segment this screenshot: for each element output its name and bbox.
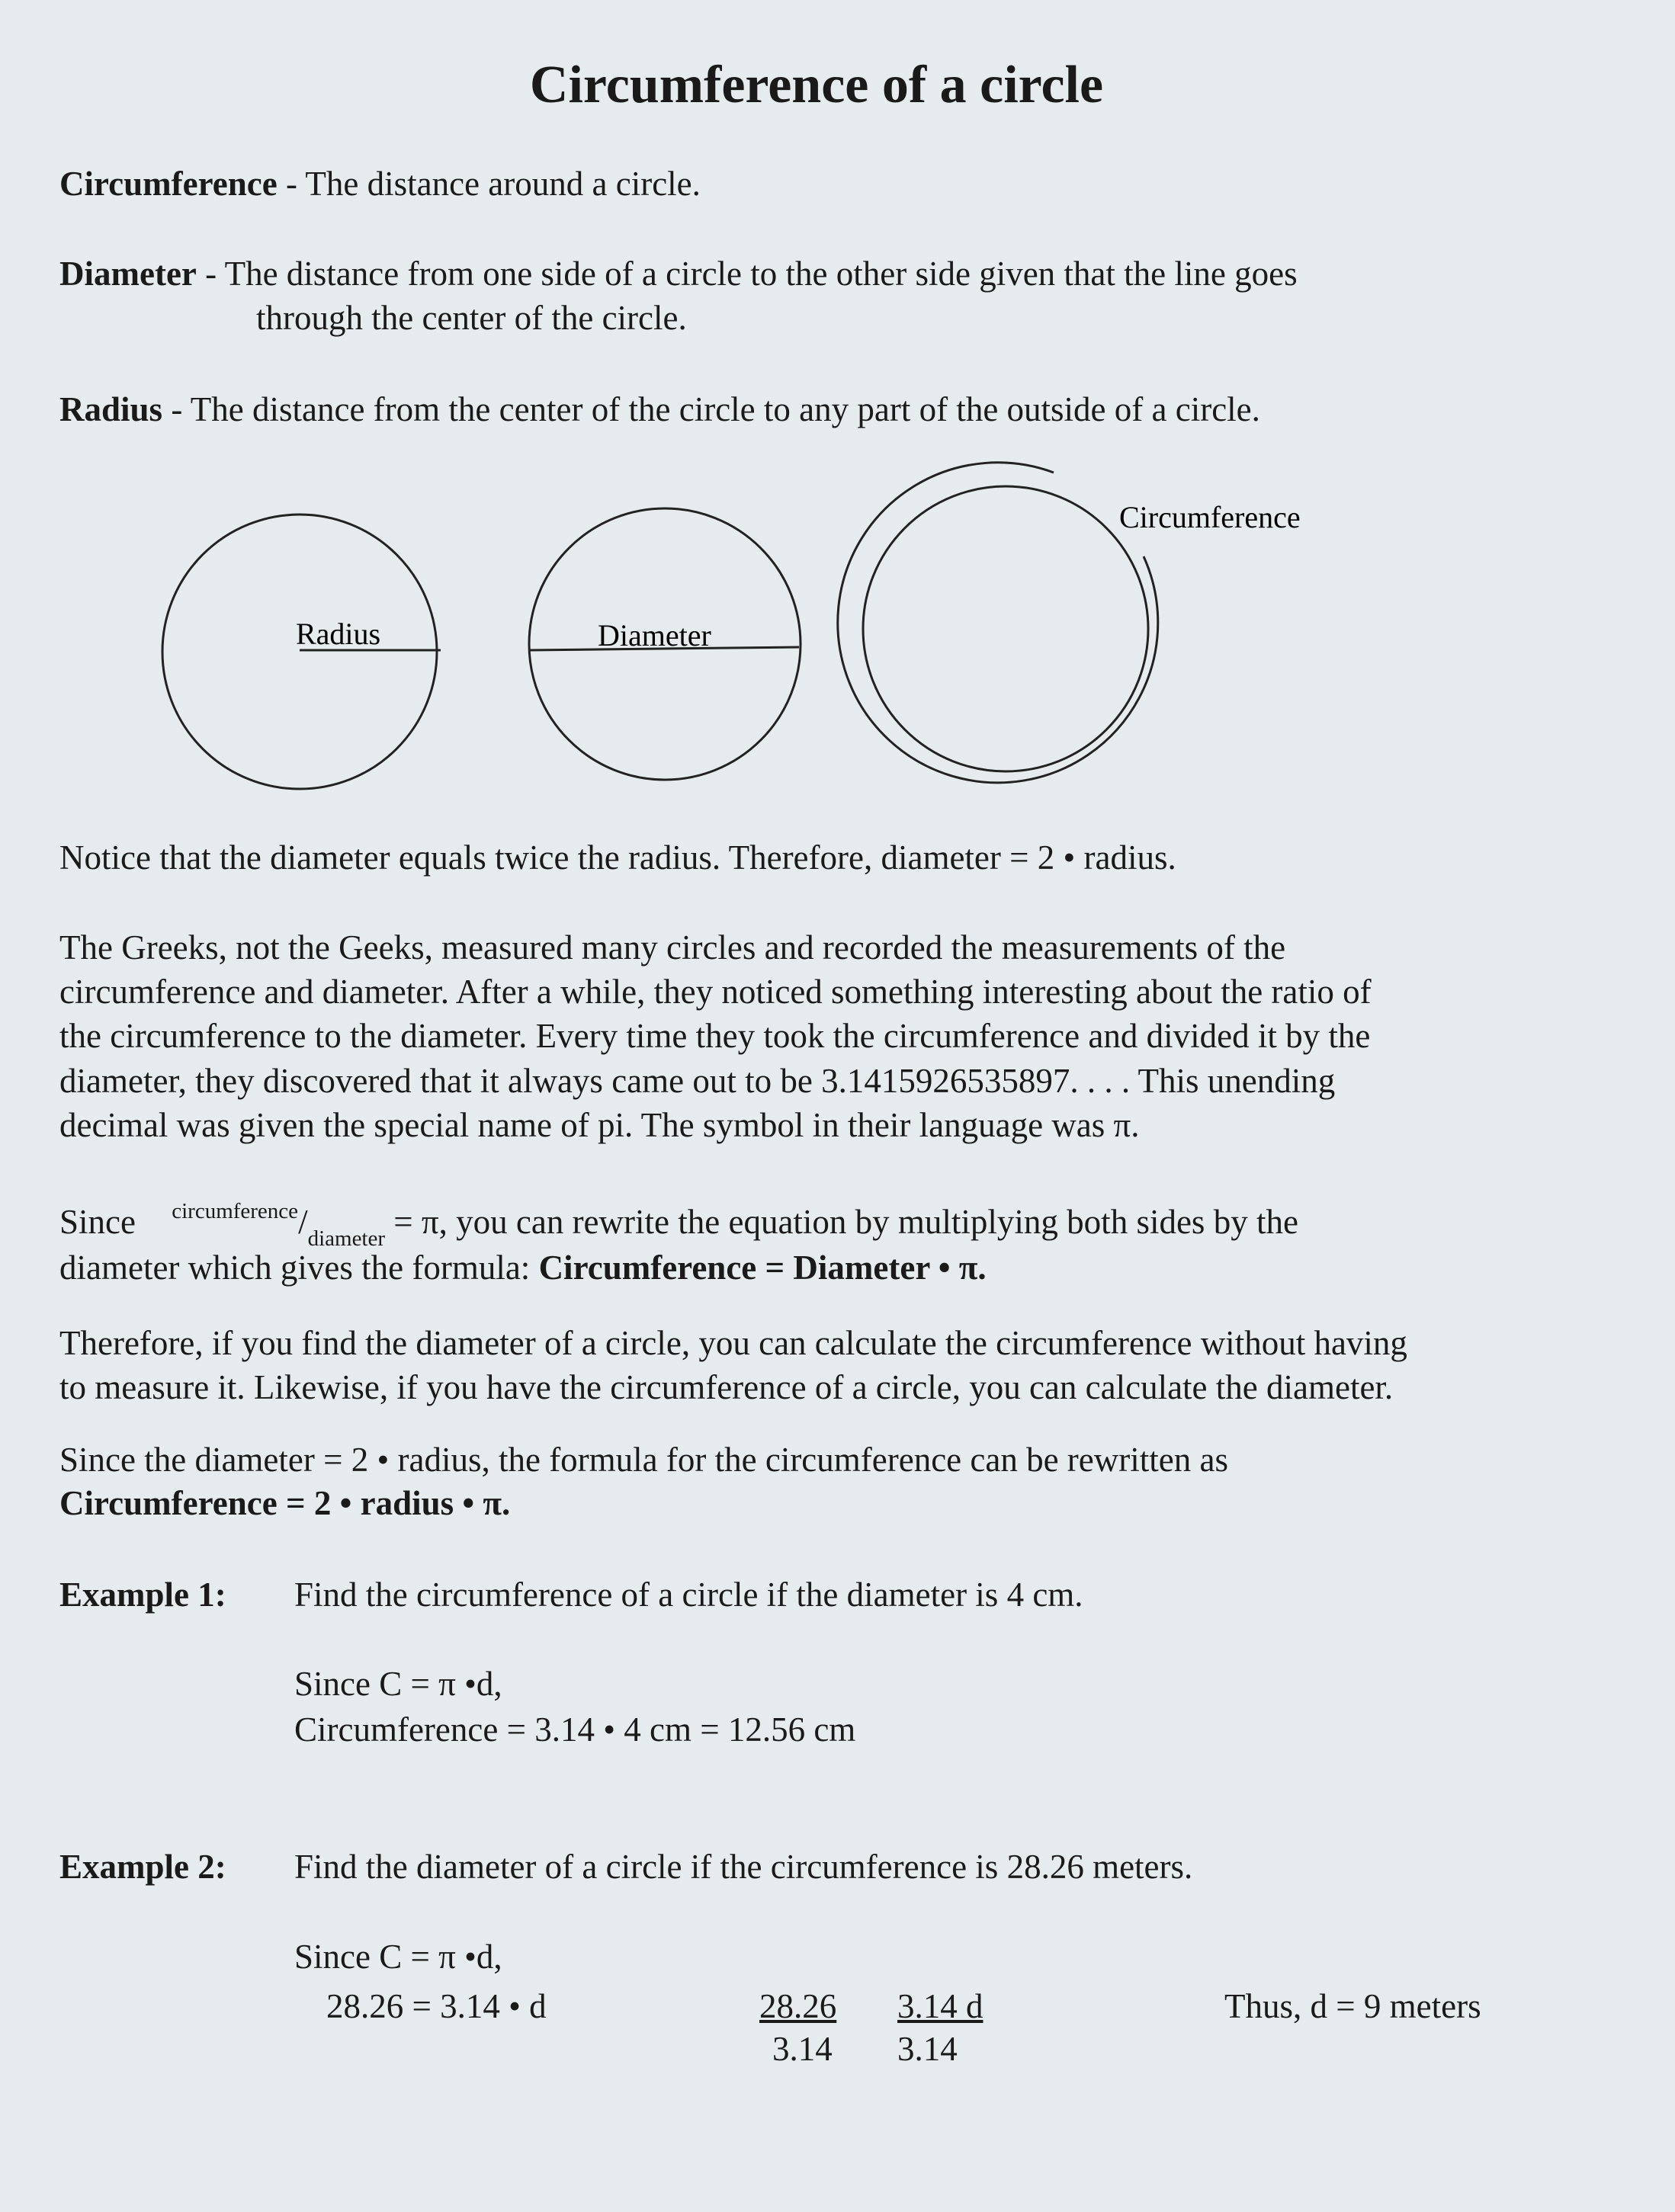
diameter-circle <box>529 508 801 780</box>
fraction-numerator: circumference <box>172 1199 299 1223</box>
circumference-circle <box>838 463 1301 783</box>
example2-step1: Since C = π •d, <box>294 1938 502 1976</box>
formula-prefix: diameter which gives the formula: <box>59 1249 539 1287</box>
term-diameter: Diameter <box>59 255 197 293</box>
greeks-line-1: The Greeks, not the Geeks, measured many circles and recorded the measurements of the <box>59 928 1286 967</box>
formula-line <box>59 1245 987 1290</box>
rewrite-line-1: Since the diameter = 2 • radius, the formula for the circumference can be rewritten as <box>59 1441 1228 1479</box>
circle-diagram <box>0 457 1372 793</box>
page-title: Circumference of a circle <box>529 56 1104 114</box>
radius-circle <box>162 515 441 789</box>
definition-diameter-line2: through the center of the circle. <box>256 299 687 337</box>
therefore-line-1: Therefore, if you find the diameter of a circle, you can calculate the circumference without having <box>59 1324 1407 1362</box>
definition-circumference <box>59 162 701 206</box>
term-radius: Radius <box>59 390 163 428</box>
fraction-slash: / <box>298 1203 308 1241</box>
dash: - <box>277 165 306 203</box>
notice-paragraph: Notice that the diameter equals twice the radius. Therefore, diameter = 2 • radius. <box>59 838 1176 877</box>
circumference-arc <box>838 463 1158 783</box>
fraction2-denominator: 3.14 <box>897 2030 958 2068</box>
example2-label: Example 2: <box>59 1848 226 1886</box>
definition-text: The distance around a circle. <box>305 165 701 203</box>
fraction1-denominator: 3.14 <box>772 2030 833 2068</box>
definition-text: The distance from one side of a circle to the other side given that the line goes <box>224 255 1298 293</box>
dash: - <box>162 390 191 428</box>
diameter-label: Diameter <box>598 618 711 652</box>
fraction1-numerator: 28.26 <box>759 1987 837 2025</box>
greeks-line-4: diameter, they discovered that it always came out to be 3.1415926535897. . . . This unending <box>59 1062 1336 1100</box>
definition-diameter <box>59 252 1298 296</box>
dash: - <box>196 255 225 293</box>
rewrite-formula: Circumference = 2 • radius • π. <box>59 1484 511 1522</box>
example1-step2: Circumference = 3.14 • 4 cm = 12.56 cm <box>294 1710 856 1749</box>
definition-text: The distance from the center of the circle to any part of the outside of a circle. <box>190 390 1260 428</box>
since-rest: = π, you can rewrite the equation by multiplying both sides by the <box>385 1203 1298 1241</box>
formula-circumference-diameter: Circumference = Diameter • π. <box>538 1249 987 1287</box>
example1-label: Example 1: <box>59 1576 226 1614</box>
example1-problem: Find the circumference of a circle if the diameter is 4 cm. <box>294 1576 1083 1614</box>
circumference-label: Circumference <box>1119 500 1301 534</box>
greeks-line-3: the circumference to the diameter. Every time they took the circumference and divided it by the <box>59 1017 1371 1055</box>
greeks-line-5: decimal was given the special name of pi. The symbol in their language was π. <box>59 1106 1140 1144</box>
definition-radius <box>59 387 1260 431</box>
example2-step2: 28.26 = 3.14 • d <box>326 1987 547 2025</box>
greeks-line-2: circumference and diameter. After a while, they noticed something interesting about the ratio of <box>59 973 1372 1011</box>
since-word: Since <box>59 1203 136 1241</box>
fraction-denominator: diameter <box>307 1226 386 1251</box>
radius-label: Radius <box>296 617 381 651</box>
therefore-line-2: to measure it. Likewise, if you have the circumference of a circle, you can calculate the diameter. <box>59 1368 1394 1406</box>
fraction2-numerator: 3.14 d <box>897 1987 984 2025</box>
example2-problem: Find the diameter of a circle if the circumference is 28.26 meters. <box>294 1848 1193 1886</box>
term-circumference: Circumference <box>59 165 278 203</box>
example1-step1: Since C = π •d, <box>294 1665 502 1703</box>
example2-conclusion: Thus, d = 9 meters <box>1224 1987 1481 2025</box>
since-fraction-line <box>59 1200 1298 1249</box>
